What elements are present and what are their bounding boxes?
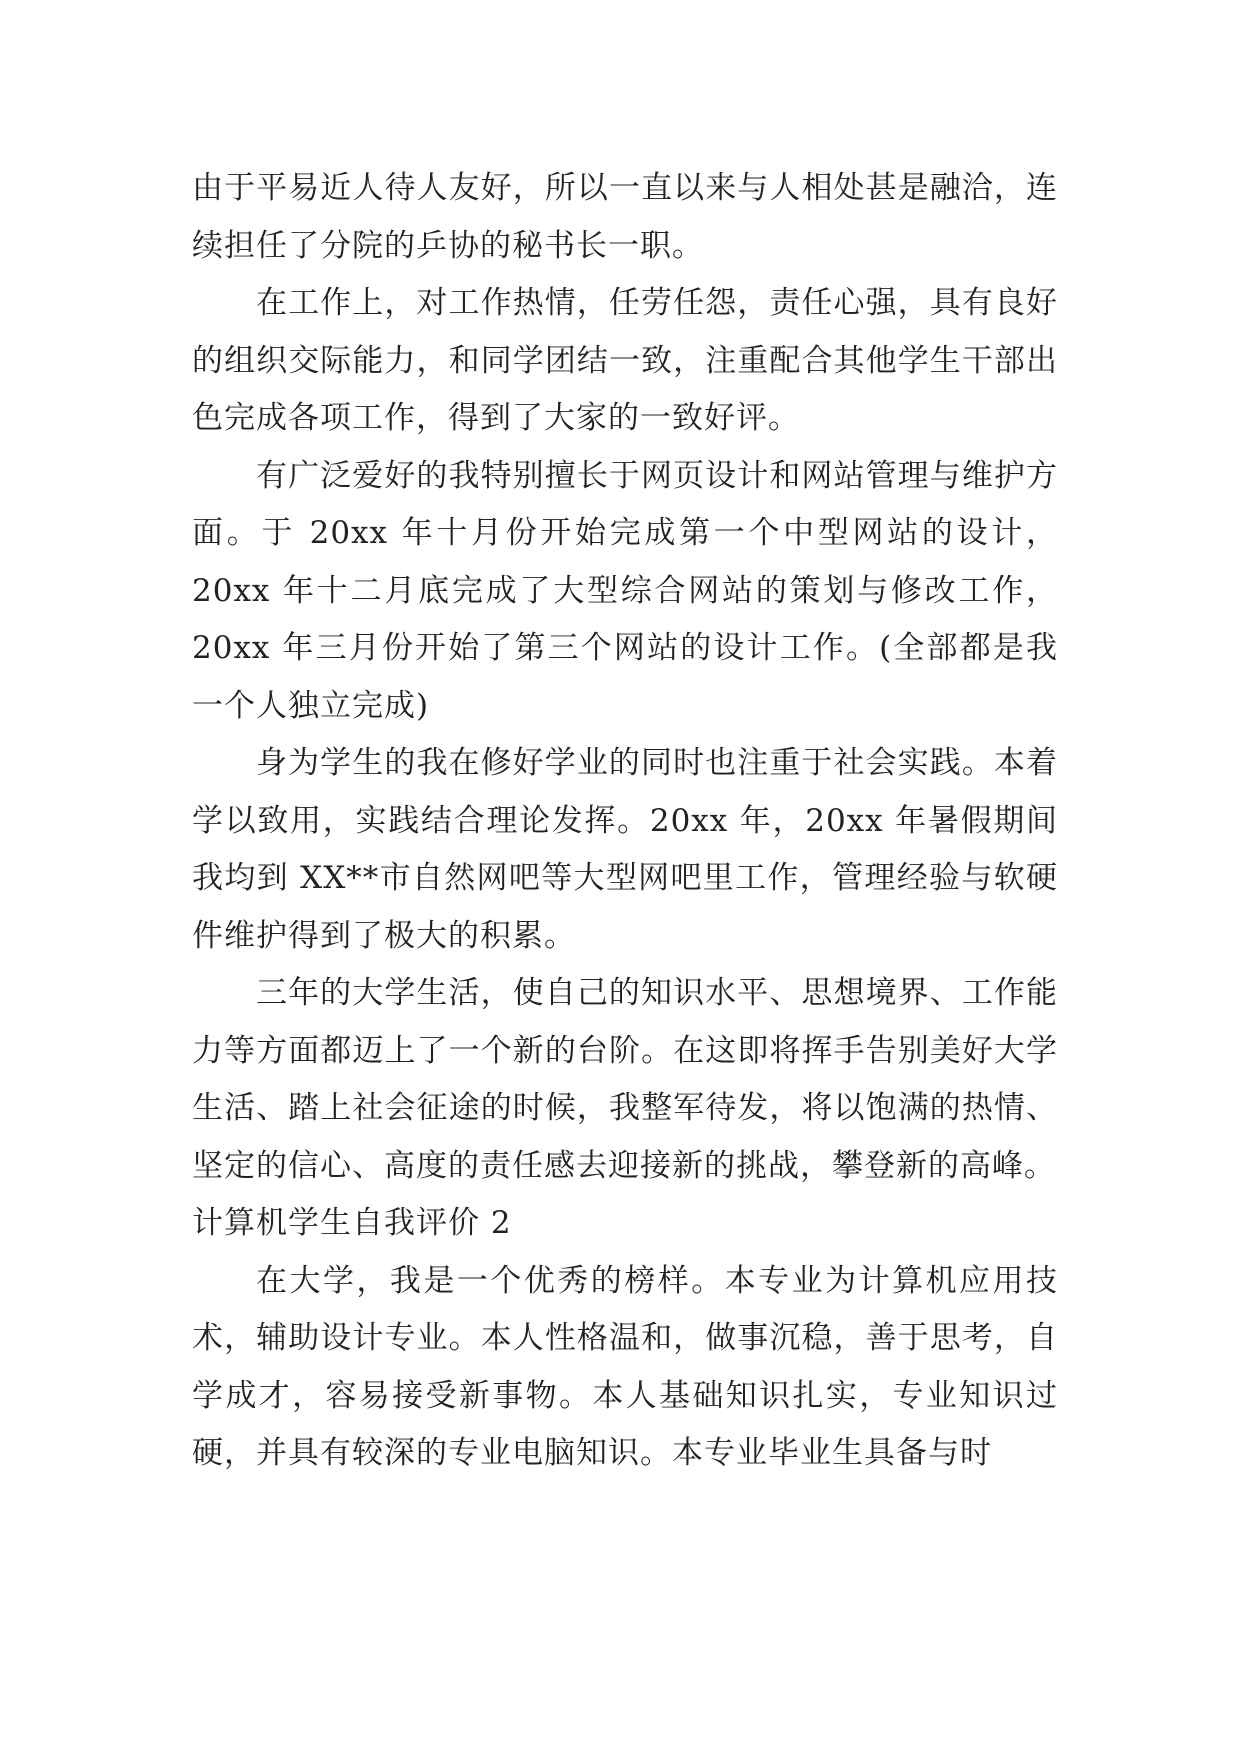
paragraph-web-design: 有广泛爱好的我特别擅长于网页设计和网站管理与维护方面。于 20xx 年十月份开始完成第一个中型网站的设计，20xx 年十二月底完成了大型综合网站的策划与修改工作，20xx 年三月份开始了第三个网站的设计工作。(全部都是我一个人独立完成) [192,457,1058,724]
paragraph-summary: 三年的大学生活，使自己的知识水平、思想境界、工作能力等方面都迈上了一个新的台阶。在这即将挥手告别美好大学生活、踏上社会征途的时候，我整军待发，将以饱满的热情、坚定的信心、高度的责任感去迎接新的挑战，攀登新的高峰。 [192,975,1058,1184]
paragraph-work: 在工作上，对工作热情，任劳任怨，责任心强，具有良好的组织交际能力，和同学团结一致，注重配合其他学生干部出色完成各项工作，得到了大家的一致好评。 [192,285,1058,436]
paragraph-university: 在大学，我是一个优秀的榜样。本专业为计算机应用技术，辅助设计专业。本人性格温和，做事沉稳，善于思考，自学成才，容易接受新事物。本人基础知识扎实，专业知识过硬，并具有较深的专业电脑知识。本专业毕业生具备与时 [192,1262,1058,1471]
paragraph-practice: 身为学生的我在修好学业的同时也注重于社会实践。本着学以致用，实践结合理论发挥。20xx 年，20xx 年暑假期间我均到 XX**市自然网吧等大型网吧里工作，管理经验与软硬件维护得到了极大的积累。 [192,745,1058,954]
document-body [192,160,1058,1483]
section-heading: 计算机学生自我评价 2 [192,1205,512,1241]
paragraph-intro-continued: 由于平易近人待人友好，所以一直以来与人相处甚是融洽，连续担任了分院的乒协的秘书长一职。 [192,170,1058,264]
